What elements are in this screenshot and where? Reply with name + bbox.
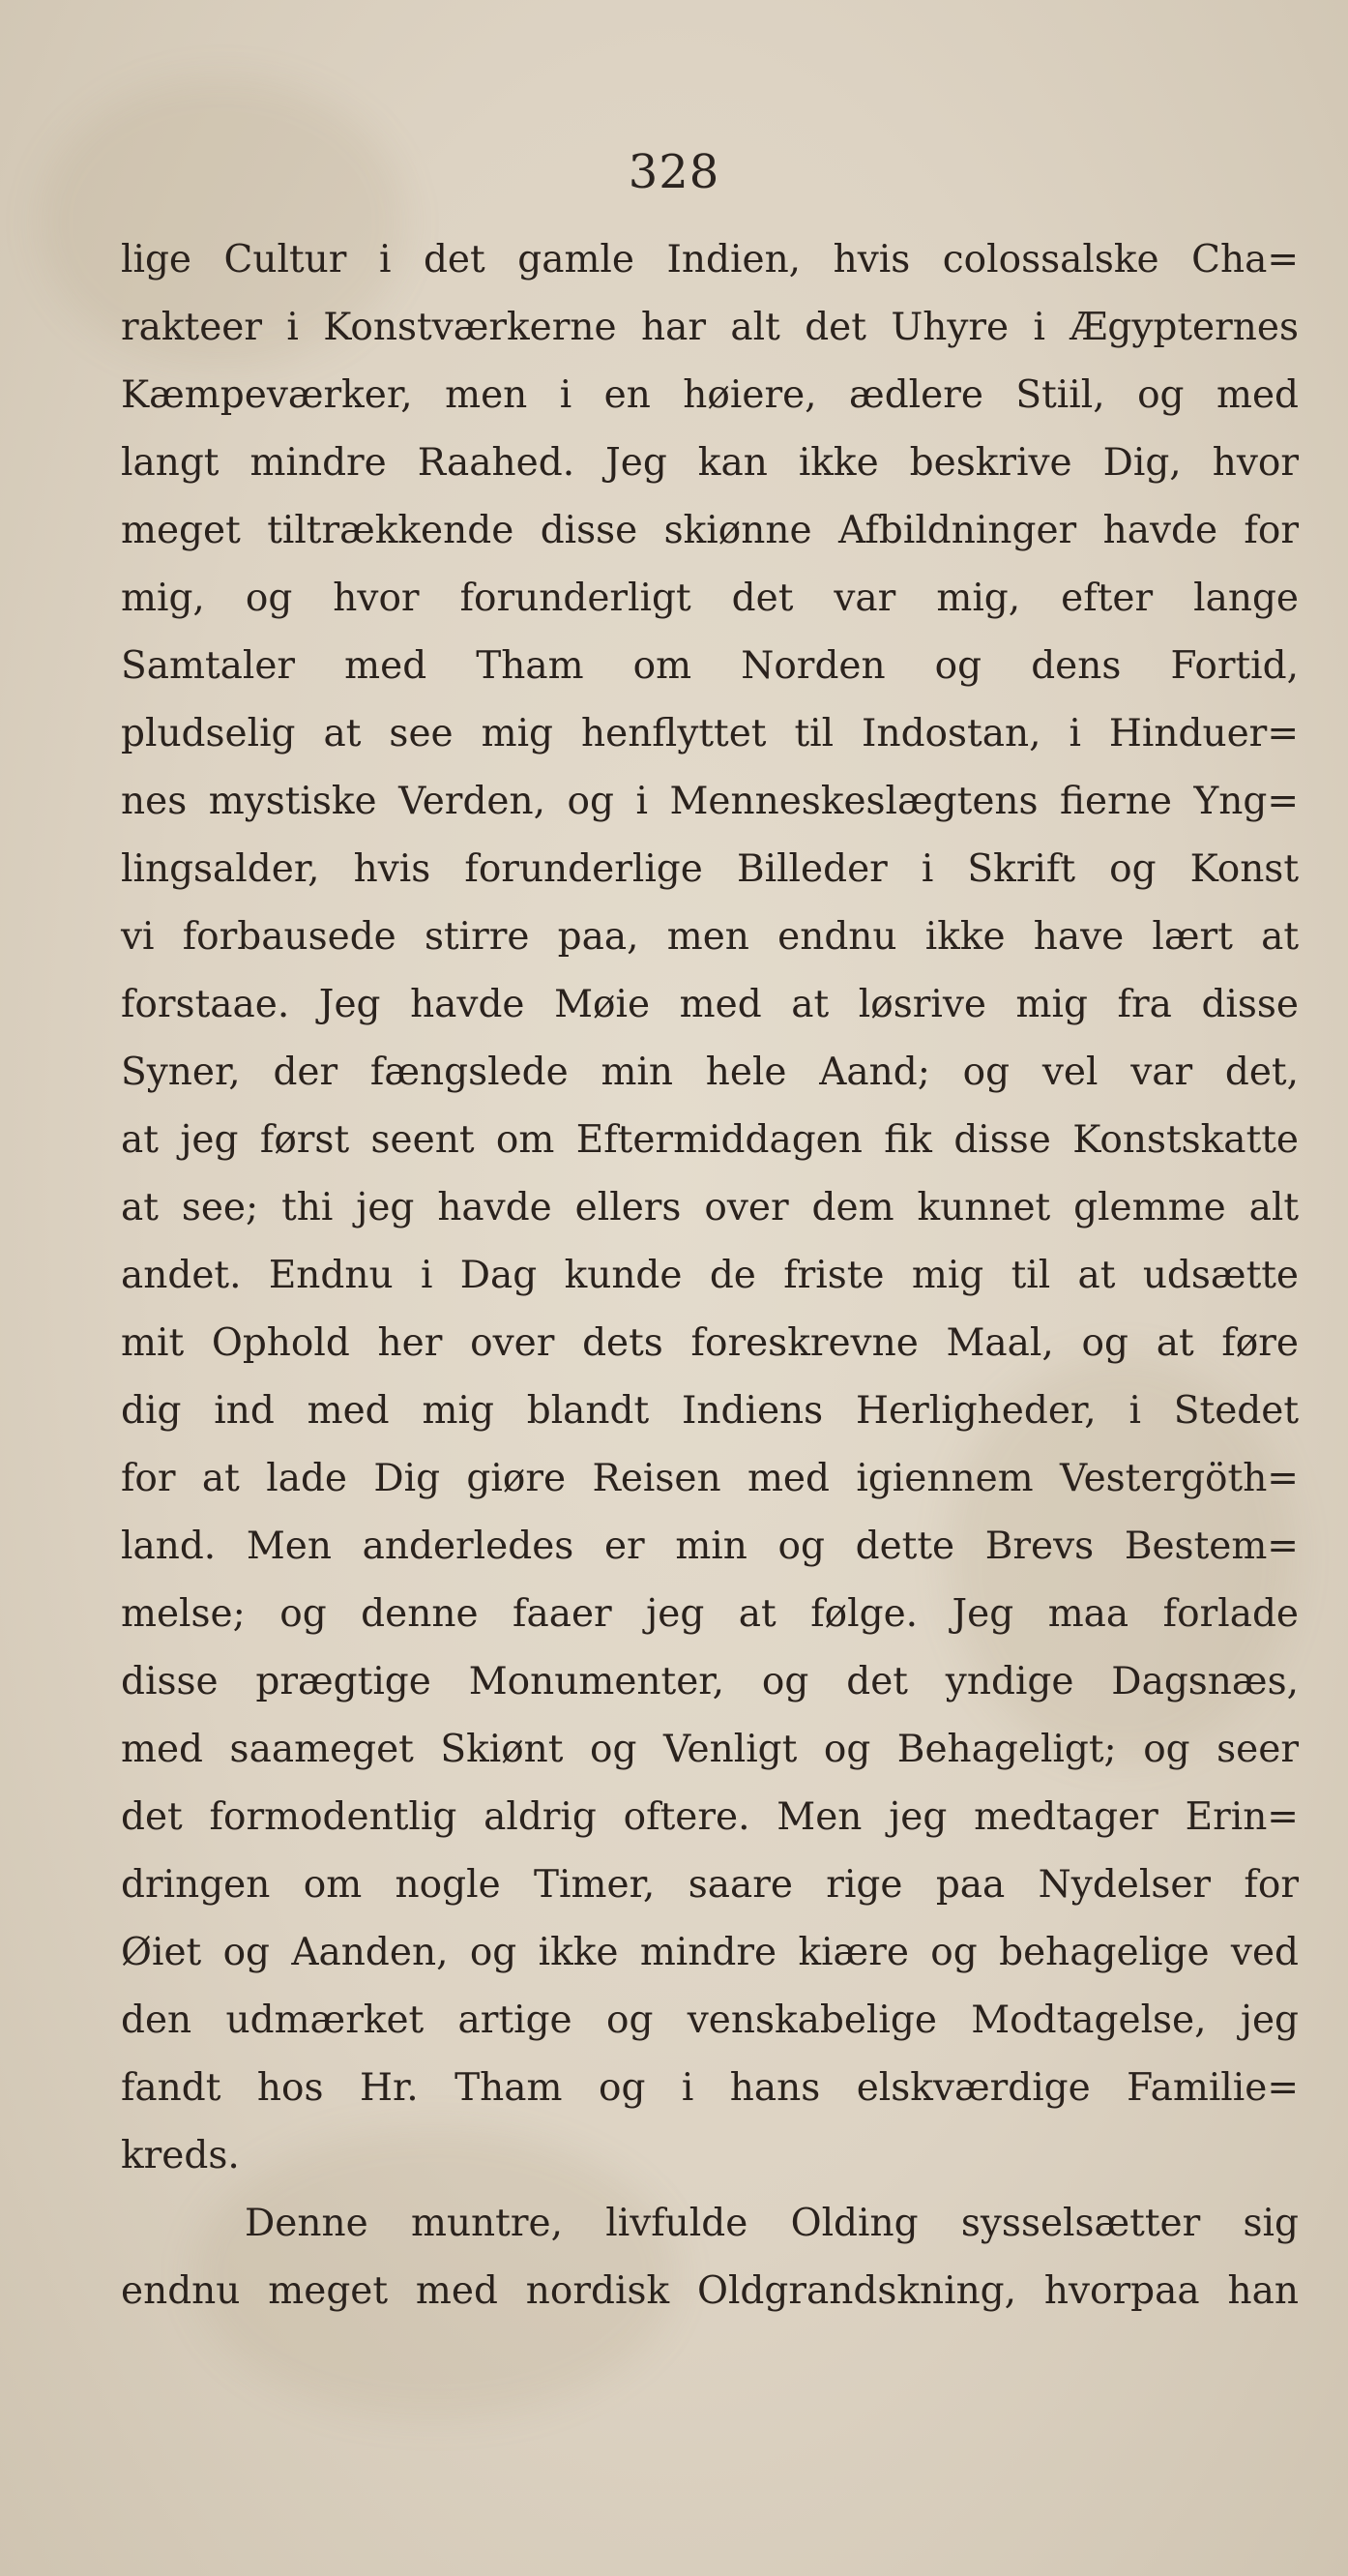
text-line bbox=[0, 429, 1348, 497]
line-text: Øiet og Aanden, og ikke mindre kiære og behagelige ved bbox=[121, 1931, 1299, 1974]
line-text: rakteer i Konstværkerne har alt det Uhyre i Ægypternes bbox=[121, 306, 1299, 349]
line-text: lige Cultur i det gamle Indien, hvis colossalske Cha= bbox=[121, 238, 1299, 281]
text-line bbox=[0, 1784, 1348, 1851]
line-text: med saameget Skiønt og Venligt og Behageligt; og seer bbox=[121, 1728, 1299, 1771]
line-text: disse prægtige Monumenter, og det yndige Dagsnæs, bbox=[121, 1660, 1299, 1703]
line-text: pludselig at see mig henflyttet til Indostan, i Hinduer= bbox=[121, 712, 1299, 755]
body-text bbox=[0, 226, 1348, 2325]
text-line bbox=[0, 836, 1348, 903]
line-text: endnu meget med nordisk Oldgrandskning, hvorpaa han bbox=[121, 2269, 1299, 2313]
text-line bbox=[0, 1445, 1348, 1513]
line-text: fandt hos Hr. Tham og i hans elskværdige Familie= bbox=[121, 2066, 1299, 2110]
paragraph-end-line bbox=[0, 2122, 1348, 2190]
text-line bbox=[0, 226, 1348, 294]
line-text: dig ind med mig blandt Indiens Herligheder, i Stedet bbox=[121, 1389, 1299, 1433]
text-line bbox=[0, 633, 1348, 700]
line-text: andet. Endnu i Dag kunde de friste mig til at udsætte bbox=[121, 1254, 1299, 1297]
text-line bbox=[0, 1039, 1348, 1107]
line-text: kreds. bbox=[121, 2134, 240, 2177]
line-text: Syner, der fængslede min hele Aand; og vel var det, bbox=[121, 1051, 1299, 1094]
text-line bbox=[0, 1987, 1348, 2055]
line-text: mit Ophold her over dets foreskrevne Maal, og at føre bbox=[121, 1321, 1299, 1365]
text-line bbox=[0, 1648, 1348, 1716]
text-line bbox=[0, 294, 1348, 362]
line-text: den udmærket artige og venskabelige Modtagelse, jeg bbox=[121, 1999, 1299, 2042]
text-line bbox=[0, 1242, 1348, 1310]
page-number: 328 bbox=[628, 145, 720, 199]
text-line bbox=[0, 700, 1348, 768]
line-text: langt mindre Raahed. Jeg kan ikke beskrive Dig, hvor bbox=[121, 441, 1299, 485]
text-line bbox=[0, 1851, 1348, 1919]
line-text: Samtaler med Tham om Norden og dens Fortid, bbox=[121, 644, 1299, 688]
line-text: nes mystiske Verden, og i Menneskeslægtens fierne Yng= bbox=[121, 780, 1299, 823]
text-line bbox=[0, 903, 1348, 971]
text-line bbox=[0, 2055, 1348, 2122]
text-line bbox=[0, 2258, 1348, 2325]
text-line bbox=[0, 1581, 1348, 1648]
line-text: Denne muntre, livfulde Olding sysselsætter sig bbox=[245, 2202, 1299, 2245]
text-line bbox=[0, 1919, 1348, 1987]
line-text: at see; thi jeg havde ellers over dem kunnet glemme alt bbox=[121, 1186, 1299, 1229]
line-text: Kæmpeværker, men i en høiere, ædlere Stiil, og med bbox=[121, 373, 1299, 417]
line-text: at jeg først seent om Eftermiddagen fik disse Konstskatte bbox=[121, 1118, 1299, 1162]
line-text: det formodentlig aldrig oftere. Men jeg medtager Erin= bbox=[121, 1795, 1299, 1839]
text-line bbox=[0, 1107, 1348, 1174]
line-text: vi forbausede stirre paa, men endnu ikke have lært at bbox=[121, 915, 1299, 959]
line-text: melse; og denne faaer jeg at følge. Jeg maa forlade bbox=[121, 1592, 1299, 1636]
line-text: meget tiltrækkende disse skiønne Afbildninger havde for bbox=[121, 509, 1299, 552]
line-text: mig, og hvor forunderligt det var mig, efter lange bbox=[121, 577, 1299, 620]
line-text: forstaae. Jeg havde Møie med at løsrive mig fra disse bbox=[121, 983, 1299, 1026]
paragraph-start-line bbox=[0, 2190, 1348, 2258]
text-line bbox=[0, 971, 1348, 1039]
line-text: dringen om nogle Timer, saare rige paa Nydelser for bbox=[121, 1863, 1299, 1907]
text-line bbox=[0, 497, 1348, 565]
text-line bbox=[0, 1716, 1348, 1784]
text-line bbox=[0, 1174, 1348, 1242]
line-text: land. Men anderledes er min og dette Brevs Bestem= bbox=[121, 1525, 1299, 1568]
text-line bbox=[0, 1377, 1348, 1445]
text-line bbox=[0, 768, 1348, 836]
line-text: for at lade Dig giøre Reisen med igiennem Vestergöth= bbox=[121, 1457, 1299, 1500]
line-text: lingsalder, hvis forunderlige Billeder i Skrift og Konst bbox=[121, 847, 1299, 891]
text-line bbox=[0, 565, 1348, 633]
text-line bbox=[0, 362, 1348, 429]
text-line bbox=[0, 1310, 1348, 1377]
text-line bbox=[0, 1513, 1348, 1581]
